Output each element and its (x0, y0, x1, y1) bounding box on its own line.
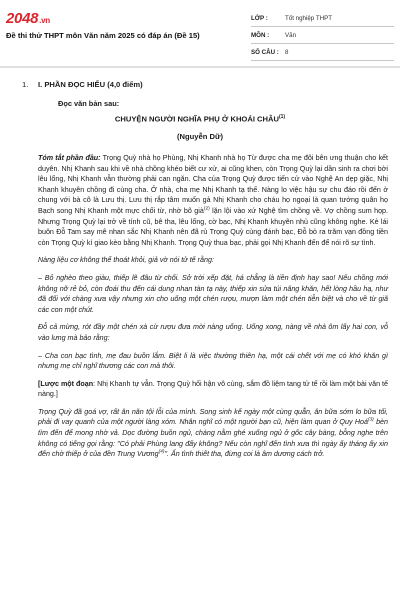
meta-label: LỚP : (251, 14, 268, 22)
summary-label: Tóm tắt phần đầu: (38, 154, 101, 162)
passage-body (38, 153, 388, 467)
meta-label: SỐ CÂU : (251, 48, 279, 56)
passage-paragraph: Đỗ cả mừng, rót đầy một chén xà cừ rượu đưa mời nàng uống. Uống xong, nàng về nhà ôm lấy hai con, vỗ vào lưng mà bảo rằng: (38, 323, 388, 342)
question-number: 1. (22, 80, 29, 89)
meta-value: Văn (285, 31, 297, 39)
passage-paragraph: Nàng liệu cơ không thể thoát khỏi, giả vờ nói tử tế rằng: (38, 256, 214, 265)
meta-label: MÔN : (251, 31, 270, 39)
passage-title: CHUYỆN NGƯỜI NGHĨA PHỤ Ở KHOÁI CHÂU$^{(1)}$ (114, 114, 286, 124)
passage-paragraph: Trọng Quỳ đã goá vợ, rất ăn năn tội lỗi của mình. Song sinh kế ngày một cùng quẫn, ăn bữa sớm lo bữa tối, phải đi vay quanh của một người làng xóm. Nhân nghĩ có một người bạn cũ, hiện làm quan ở Quy Hoá$^{(3)}$ bèn tìm đến để mong nhờ vả. Dọc đường buồn ngủ, chàng nằm ghé xuống ngủ ở gốc cây bàng, bỗng nghe trên không có tiếng gọi rằng: "Có phải Phùng lang đấy không? Nếu còn nghĩ đến tình xưa thì ngày ấy tháng ấy xin đến chờ thiếp ở của đền Trung Vương$^{(4)}$". Ấn tình thiết tha, đừng coi là âm dương cách trở. (38, 407, 388, 459)
exam-title: Đề thi thử THPT môn Văn năm 2025 có đáp án (Đề 15) (6, 31, 200, 40)
reading-instruction: Đọc văn bản sau: (58, 99, 120, 108)
summary-paragraph: Tóm tắt phần đầu: Trọng Quỳ nhà họ Phùng, Nhị Khanh nhà họ Từ được cha mẹ đôi bên ưng thuận cho kết duyên. Nhị Khanh sau khi về nhà chồng khéo biết cư xử, ai cũng khen, còn Trọng Quỳ lại dần sinh ra chơi bời lêu lổng, Nhị Khanh vẫn thường phải can ngăn. Cha của Trọng Quỳ được tiến cử vào Nghệ An dẹp giặc, Nhị Khanh khuyên chồng đi cùng cha. Ở nhà, cha mẹ Nhị Khanh tạ thế. Nàng lo việc hậu sự chu đáo rồi đến ở chung với bà cô là Lưu thị. Lưu thị rắp tâm muốn gả Nhị Khanh cho cháu họ ngoại là quan tướng quân họ Bạch song Nhị Khanh một mực chối từ, nhờ bõ già$^{(2)}$ lặn lội vào xứ Nghệ tìm chồng về. Vợ chồng sum họp. Nhưng Trọng Quỳ lại trở về tính cũ, bê tha, lêu lổng, cờ bạc, Nhị Khanh khuyên nhủ cũng không nghe. Kẻ lái buôn Đỗ Tam say mê nhan sắc Nhị Khanh nên đã rủ Trọng Quỳ cùng đánh bạc, Đỗ bỏ ra trăm vạn đồng tiền còn Trọng Quỳ kí giao kèo bằng Nhị Khanh. Trọng Quỳ thua bạc, phải gọi Nhị Khanh đến để nói rõ sự tình. (38, 154, 388, 247)
meta-value: 8 (285, 48, 289, 56)
section-title: I. PHẦN ĐỌC HIỂU (4,0 điểm) (38, 80, 143, 89)
exam-meta-table (251, 10, 394, 61)
header-divider (0, 66, 400, 68)
meta-row-subject (251, 27, 394, 44)
meta-row-question-count (251, 44, 394, 61)
meta-row-class (251, 10, 394, 27)
passage-author: (Nguyễn Dữ) (177, 132, 223, 141)
omitted-section-note: [Lược một đoạn: Nhị Khanh tự vẫn. Trọng Quỳ hối hận vô cùng, sắm đồ liệm tang tử tế rồi làm một bài văn tế nàng.] (38, 379, 388, 399)
passage-paragraph: – Bỏ nghèo theo giàu, thiếp lẽ đâu từ chối. Sở trời xếp đặt, há chẳng là tiền định hay sao! Nếu chồng mới không nỡ rẻ bỏ, còn đoái thu đến cái dung nhan tàn tạ này, thiếp xin sửa túi nâng khăn, hết lòng hầu hạ, như đã đối với chàng xưa vậy nhưng xin cho uống một chén rượu, mượn làm một chén tiễn biệt và cho về từ giã các con một chút. (38, 273, 388, 314)
site-logo[interactable]: 2048.vn (6, 10, 50, 27)
page-header (0, 0, 400, 62)
passage-paragraph: – Cha con bạc tình, mẹ đau buồn lắm. Biệt li là việc thường thiên hạ, một cái chết với mẹ có khó khăn gì nhưng mẹ chỉ nghĩ thương các con mà thôi. (38, 351, 388, 371)
meta-value: Tốt nghiệp THPT (285, 14, 333, 22)
